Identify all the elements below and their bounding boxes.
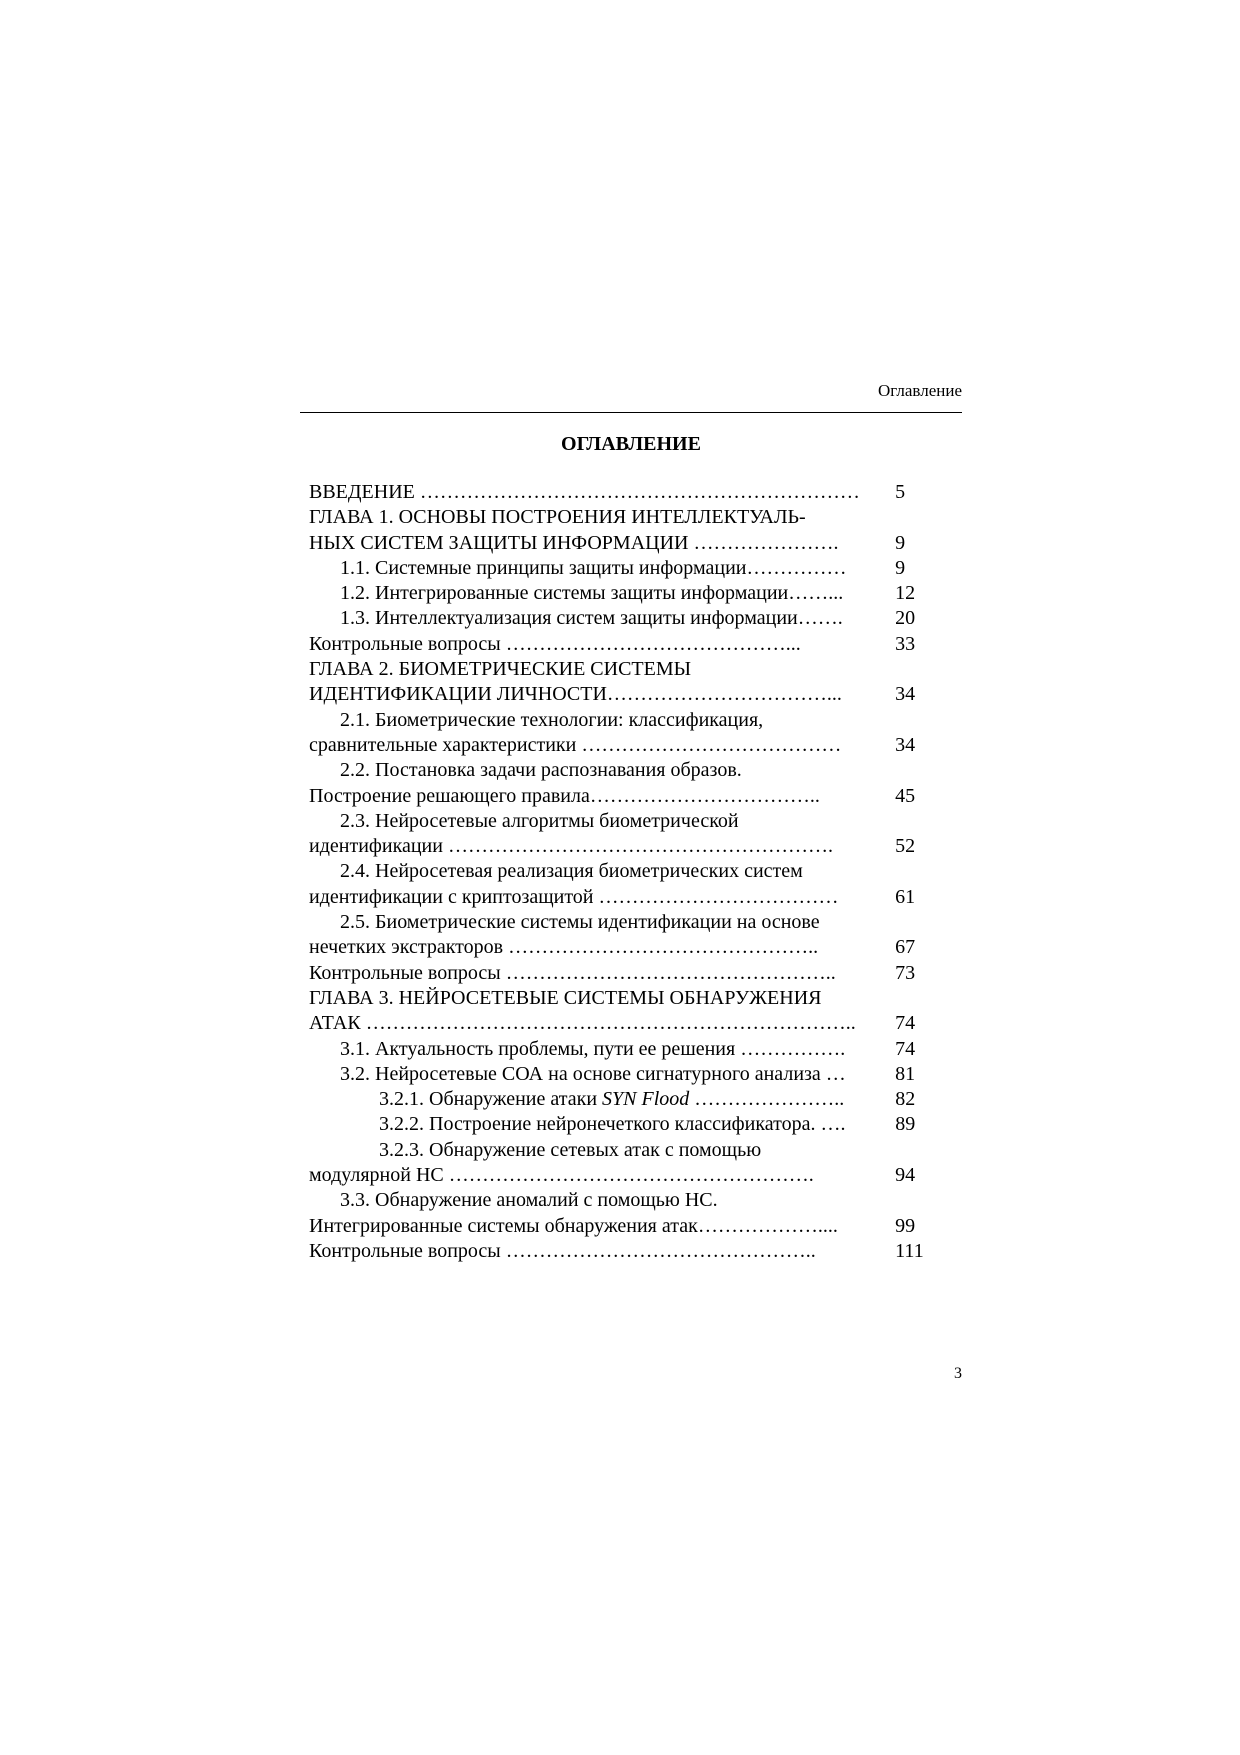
toc-entry-page [893,1138,949,1163]
toc-entry-title: Контрольные вопросы ……………………………………….. [309,1239,816,1262]
toc-entry-page: 34 [895,683,916,706]
toc-entry[interactable] [309,606,949,631]
toc-entry-title: 2.3. Нейросетевые алгоритмы биометрической [340,809,739,832]
toc-entry-page: 74 [895,1037,916,1060]
toc-entry[interactable] [309,531,949,556]
toc-entry[interactable] [309,480,949,505]
toc-entry-page [893,910,949,935]
toc-entry-title: 3.2.3. Обнаружение сетевых атак с помощью [379,1138,762,1161]
toc-entry-page: 34 [895,733,916,756]
toc-entry-title: идентификации …………………………………………………. [309,835,833,858]
toc-entry[interactable] [309,733,949,758]
toc-entry[interactable] [309,708,949,733]
toc-entry-title: ИДЕНТИФИКАЦИИ ЛИЧНОСТИ……………………………... [309,683,842,706]
table-of-contents [309,480,949,1264]
toc-entry-title: 1.1. Системные принципы защиты информации…………… [340,556,847,579]
toc-entry-page: 12 [895,582,916,605]
toc-entry-title: ГЛАВА 2. БИОМЕТРИЧЕСКИЕ СИСТЕМЫ [309,658,692,681]
toc-entry[interactable] [309,1112,949,1137]
toc-entry-title: нечетких экстракторов ……………………………………….. [309,936,819,959]
toc-entry-page [893,809,949,834]
toc-entry-page [893,1188,949,1213]
toc-entry-title: 3.3. Обнаружение аномалий с помощью НС. [340,1189,718,1212]
toc-entry-page: 94 [895,1164,916,1187]
toc-entry-title: 2.4. Нейросетевая реализация биометрических систем [340,860,803,883]
toc-entry-page [893,657,949,682]
toc-entry[interactable] [309,1163,949,1188]
toc-entry-title: идентификации с криптозащитой ……………………………… [309,885,839,908]
toc-entry[interactable] [309,834,949,859]
toc-entry[interactable] [309,581,949,606]
toc-entry-title: ГЛАВА 3. НЕЙРОСЕТЕВЫЕ СИСТЕМЫ ОБНАРУЖЕНИЯ [309,986,822,1009]
toc-entry-page: 111 [895,1239,924,1262]
toc-entry[interactable] [309,1062,949,1087]
toc-entry-title: ГЛАВА 1. ОСНОВЫ ПОСТРОЕНИЯ ИНТЕЛЛЕКТУАЛЬ- [309,506,806,529]
toc-entry[interactable] [309,1011,949,1036]
toc-entry-title-italic: SYN Flood [602,1088,690,1111]
toc-entry-title: 2.1. Биометрические технологии: классификация, [340,708,764,731]
toc-entry-page [893,986,949,1011]
toc-entry-title: 1.3. Интеллектуализация систем защиты информации……. [340,607,843,630]
toc-entry-page: 33 [895,632,916,655]
toc-entry[interactable] [309,758,949,783]
toc-entry[interactable] [309,885,949,910]
toc-entry-title: 3.1. Актуальность проблемы, пути ее решения ……………. [340,1037,846,1060]
toc-entry[interactable] [309,859,949,884]
toc-entry[interactable] [309,1239,949,1264]
header-rule [300,412,962,413]
toc-entry-page: 61 [895,885,916,908]
toc-entry-title: 3.2. Нейросетевые СОА на основе сигнатурного анализа … [340,1062,846,1085]
toc-entry-page: 20 [895,607,916,630]
toc-entry[interactable] [309,935,949,960]
toc-title: ОГЛАВЛЕНИЕ [561,433,701,455]
toc-entry-page: 52 [895,835,916,858]
toc-entry-title: модулярной НС ………………………………………………. [309,1164,814,1187]
toc-entry-title: Контрольные вопросы ……………………………………... [309,632,801,655]
toc-entry-page [893,859,949,884]
toc-entry[interactable] [309,1214,949,1239]
toc-entry-title: 2.5. Биометрические системы идентификации на основе [340,911,820,934]
toc-entry[interactable] [309,682,949,707]
toc-entry-title: Контрольные вопросы ………………………………………….. [309,961,836,984]
toc-entry-page: 89 [895,1113,916,1136]
toc-entry-title: 2.2. Постановка задачи распознавания образов. [340,759,742,782]
toc-entry-title-start: 3.2.1. Обнаружение атаки [379,1088,603,1111]
toc-entry-page: 9 [895,531,906,554]
toc-entry-page: 81 [895,1062,916,1085]
toc-entry-title: АТАК ……………………………………………………………….. [309,1012,856,1035]
toc-entry-page: 99 [895,1214,916,1237]
toc-entry[interactable] [309,961,949,986]
toc-entry[interactable] [309,784,949,809]
toc-entry-title: сравнительные характеристики ………………………………… [309,733,842,756]
toc-entry-title: НЫХ СИСТЕМ ЗАЩИТЫ ИНФОРМАЦИИ …………………. [309,531,839,554]
toc-entry-page: 73 [895,961,916,984]
toc-entry-page: 74 [895,1012,916,1035]
toc-entry[interactable] [309,1087,949,1112]
toc-entry-page: 9 [895,556,906,579]
toc-entry-page: 82 [895,1088,916,1111]
toc-entry[interactable] [309,1188,949,1213]
toc-entry-title: 3.2.2. Построение нейронечеткого классификатора. …. [379,1113,846,1136]
running-header: Оглавление [878,381,962,400]
toc-entry-title [309,1087,893,1112]
toc-entry-title: 1.2. Интегрированные системы защиты информации……... [340,582,844,605]
toc-entry[interactable] [309,556,949,581]
toc-entry[interactable] [309,505,949,530]
toc-entry[interactable] [309,1138,949,1163]
toc-entry-page [893,708,949,733]
toc-entry[interactable] [309,910,949,935]
toc-entry-title: ВВЕДЕНИЕ ………………………………………………………… [309,481,860,503]
toc-entry-title: Интегрированные системы обнаружения атак……………….... [309,1214,838,1237]
toc-entry-title-end: ………………….. [689,1088,845,1111]
toc-entry-title: Построение решающего правила…………………………….. [309,784,820,807]
toc-entry[interactable] [309,657,949,682]
toc-entry[interactable] [309,986,949,1011]
toc-entry-page: 67 [895,936,916,959]
toc-entry-page [893,758,949,783]
toc-entry-page: 5 [895,481,906,503]
page-number: 3 [954,1365,962,1382]
toc-entry[interactable] [309,632,949,657]
toc-entry[interactable] [309,1037,949,1062]
toc-entry-page: 45 [895,784,916,807]
toc-entry[interactable] [309,809,949,834]
toc-entry-page [893,505,949,530]
